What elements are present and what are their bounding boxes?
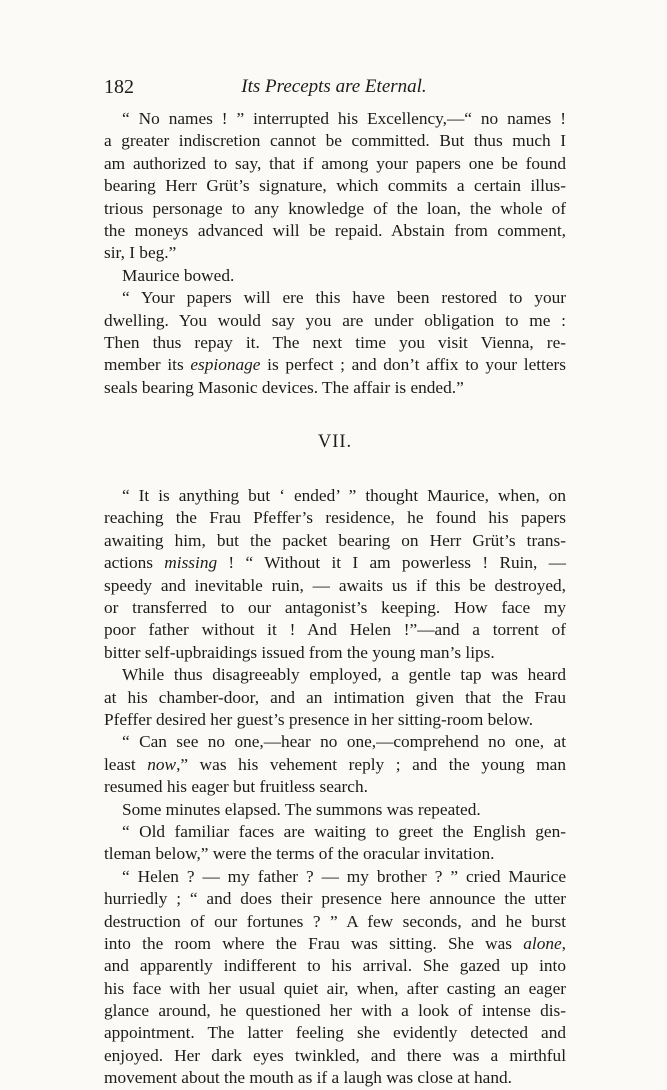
text-line: glance around, he questioned her with a look of intense dis- xyxy=(104,1001,566,1021)
text-line: Some minutes elapsed. The summons was repeated. xyxy=(122,799,481,819)
text-line: resumed his eager but fruitless search. xyxy=(104,777,368,797)
page-header xyxy=(104,76,564,100)
text-line: at his chamber-door, and an intimation given that the Frau xyxy=(104,687,566,707)
text-line: “ Your papers will ere this have been restored to your xyxy=(122,288,566,308)
text-line: While thus disagreeably employed, a gentle tap was heard xyxy=(122,665,566,685)
text-line: sir, I beg.” xyxy=(104,243,177,263)
text-line: appointment. The latter feeling she evidently detected and xyxy=(104,1023,566,1043)
text-line: “ No names ! ” interrupted his Excellency,—“ no names ! xyxy=(122,109,566,128)
text-line: bitter self-upbraidings issued from the young man’s lips. xyxy=(104,642,495,662)
text-line: am authorized to say, that if among your papers one be found xyxy=(104,153,566,173)
text-line: trious personage to any knowledge of the loan, the whole of xyxy=(104,198,566,218)
text-line: into the room where the Frau was sitting. She was alone, xyxy=(104,933,566,953)
section-heading: VII. xyxy=(317,432,353,453)
text-line: “ It is anything but ‘ ended’ ” thought Maurice, when, on xyxy=(122,486,566,506)
text-line: least now,” was his vehement reply ; and the young man xyxy=(104,754,566,774)
text-line: “ Helen ? — my father ? — my brother ? ” cried Maurice xyxy=(122,866,566,886)
text-line: speedy and inevitable ruin, — awaits us if this be destroyed, xyxy=(104,575,566,595)
running-title: Its Precepts are Eternal. xyxy=(241,76,427,97)
text-line: bearing Herr Grüt’s signature, which commits a certain illus- xyxy=(104,176,566,196)
text-line: destruction of our fortunes ? ” A few seconds, and he burst xyxy=(104,911,566,931)
text-line: member its espionage is perfect ; and don’t affix to your letters xyxy=(104,355,566,375)
page-number: 182 xyxy=(104,76,134,98)
text-line: actions missing ! “ Without it I am powerless ! Ruin, — xyxy=(104,553,566,573)
text-line: “ Can see no one,—hear no one,—comprehend no one, at xyxy=(122,732,566,752)
text-line: seals bearing Masonic devices. The affair is ended.” xyxy=(104,377,464,397)
text-line: his face with her usual quiet air, when, after casting an eager xyxy=(104,978,566,998)
text-line: poor father without it ! And Helen !”—and a torrent of xyxy=(104,620,566,640)
text-line: tleman below,” were the terms of the oracular invitation. xyxy=(104,844,495,864)
text-line: or transferred to our antagonist’s keeping. How face my xyxy=(104,598,566,618)
text-line: movement about the mouth as if a laugh was close at hand. xyxy=(104,1068,512,1088)
text-line: awaiting him, but the packet bearing on Herr Grüt’s trans- xyxy=(104,530,566,550)
text-line: a greater indiscretion cannot be committed. But thus much I xyxy=(104,131,566,151)
text-line: Pfeffer desired her guest’s presence in her sitting-room below. xyxy=(104,709,534,729)
text-line: the moneys advanced will be repaid. Abstain from comment, xyxy=(104,220,566,240)
text-line: hurriedly ; “ and does their presence here announce the utter xyxy=(104,889,566,909)
text-line: enjoyed. Her dark eyes twinkled, and there was a mirthful xyxy=(104,1045,566,1065)
body-text xyxy=(104,108,566,1090)
text-line: dwelling. You would say you are under obligation to me : xyxy=(104,310,566,330)
text-line: “ Old familiar faces are waiting to greet the English gen- xyxy=(122,821,566,841)
text-line: Then thus repay it. The next time you visit Vienna, re- xyxy=(104,332,566,352)
text-line: reaching the Frau Pfeffer’s residence, he found his papers xyxy=(104,508,566,528)
text-line: Maurice bowed. xyxy=(122,265,235,285)
text-line: and apparently indifferent to his arrival. She gazed up into xyxy=(104,956,566,976)
